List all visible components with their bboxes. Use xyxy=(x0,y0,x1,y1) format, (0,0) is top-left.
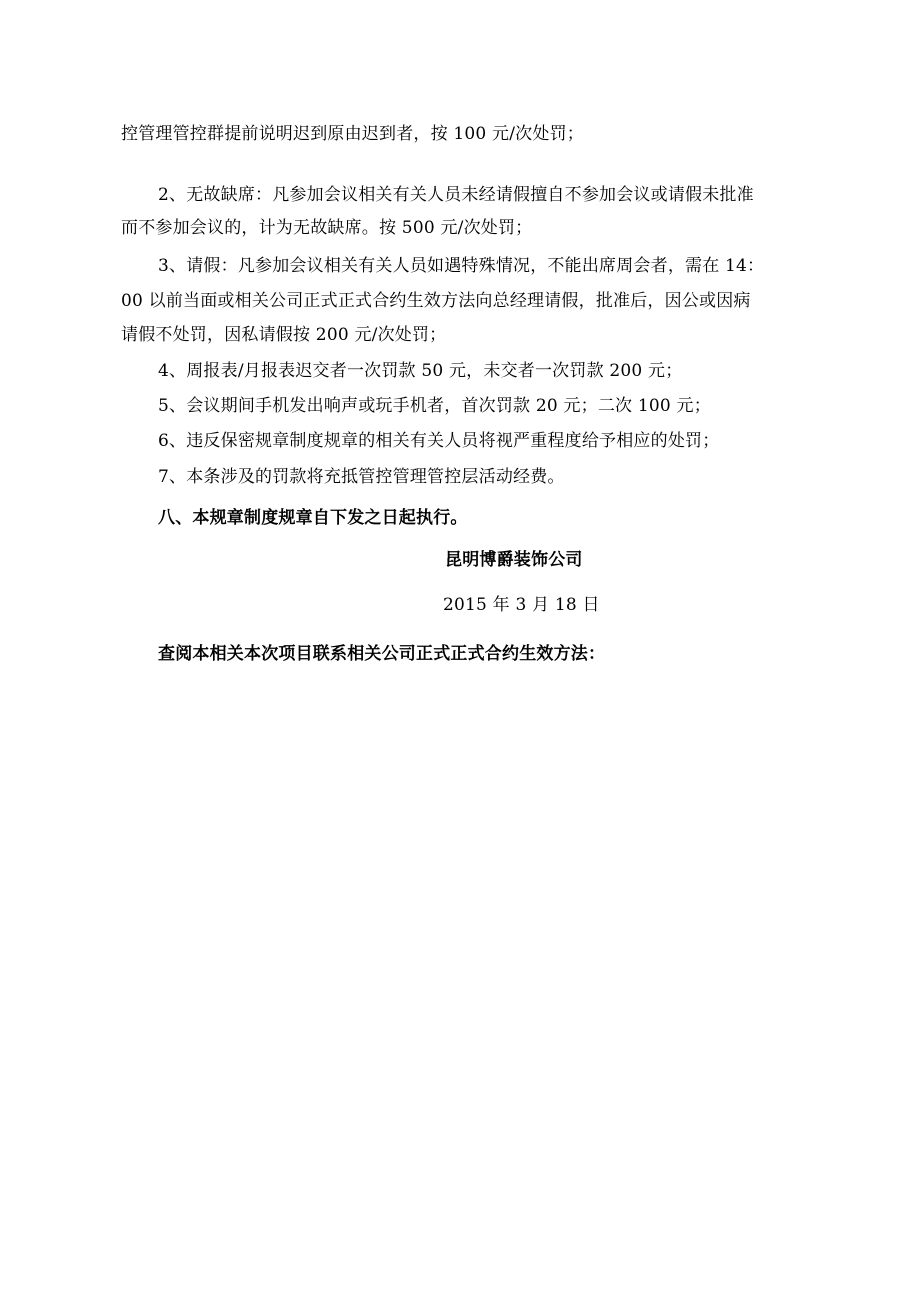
item-7: 7、本条涉及的罚款将充抵管控管理管控层活动经费。 xyxy=(158,467,565,487)
company-name: 昆明博爵装饰公司 xyxy=(445,550,583,570)
paragraph-line: 控管理管控群提前说明迟到原由迟到者，按 100 元/次处罚； xyxy=(121,124,584,144)
item-6: 6、违反保密规章制度规章的相关有关人员将视严重程度给予相应的处罚； xyxy=(158,431,720,451)
item-4: 4、周报表/月报表迟交者一次罚款 50 元，未交者一次罚款 200 元； xyxy=(158,361,683,381)
item-3-line: 3、请假：凡参加会议相关有关人员如遇特殊情况，不能出席周会者，需在 14： xyxy=(158,256,765,276)
section-8-heading: 八、本规章制度规章自下发之日起执行。 xyxy=(158,508,468,528)
item-3-line: 00 以前当面或相关公司正式正式合约生效方法向总经理请假，批准后，因公或因病 xyxy=(121,291,751,311)
item-2-line: 而不参加会议的，计为无故缺席。按 500 元/次处罚； xyxy=(121,218,533,238)
item-3-line: 请假不处罚，因私请假按 200 元/次处罚； xyxy=(121,325,447,345)
item-5: 5、会议期间手机发出响声或玩手机者，首次罚款 20 元；二次 100 元； xyxy=(158,396,711,416)
item-2-line: 2、无故缺席：凡参加会议相关有关人员未经请假擅自不参加会议或请假未批准 xyxy=(158,185,754,205)
contact-heading: 查阅本相关本次项目联系相关公司正式正式合约生效方法： xyxy=(158,644,606,664)
document-date: 2015 年 3 月 18 日 xyxy=(443,595,600,615)
